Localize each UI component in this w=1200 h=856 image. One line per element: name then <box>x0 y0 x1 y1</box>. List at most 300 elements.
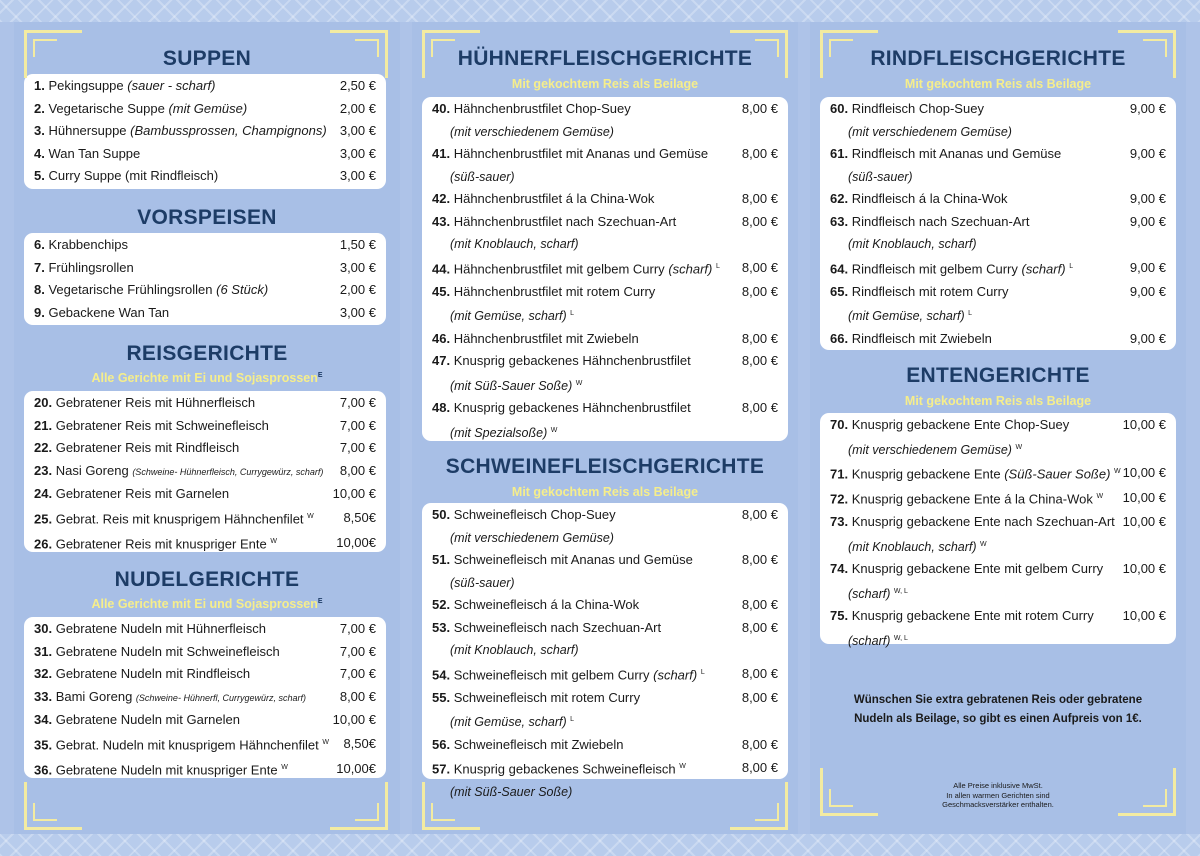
item-title: Schweinefleisch mit rotem Curry <box>453 689 641 705</box>
item-number: 20. <box>34 395 53 410</box>
item-title: Bami Goreng <box>55 688 133 704</box>
item-number: 30. <box>34 621 53 636</box>
item-description <box>432 572 778 594</box>
item-name <box>830 143 1122 166</box>
item-name <box>34 165 332 188</box>
item-price: 7,00 € <box>339 395 376 410</box>
item-price: 2,00 € <box>339 100 376 116</box>
item-description-text: (mit Süß-Sauer Soße) <box>450 785 573 800</box>
item-title: Wan Tan Suppe <box>48 145 141 161</box>
item-price: 9,00 € <box>1129 191 1166 206</box>
allergen-mark: W <box>575 379 583 387</box>
menu-list-nudel <box>34 618 376 782</box>
menu-item <box>34 483 376 506</box>
item-title: Vegetarische Suppe <box>48 100 165 116</box>
menu-item <box>34 531 376 556</box>
section-title-reis: REISGERICHTE <box>126 342 288 365</box>
price-footnote: Alle Preise inklusive MwSt. In allen warmen Gerichten sind Geschmacksverstärker enthalten. <box>942 781 1054 809</box>
item-price: 10,00 € <box>1122 608 1166 624</box>
menu-list-rind <box>830 98 1166 350</box>
menu-item <box>830 98 1166 121</box>
item-price: 9,00 € <box>1129 146 1166 161</box>
section-box-huhn <box>422 97 788 441</box>
allergen-mark: W <box>679 763 686 771</box>
menu-item <box>34 257 376 280</box>
item-name <box>34 460 332 484</box>
item-name <box>34 641 332 664</box>
item-title: Knusprig gebackene Ente <box>851 466 1001 482</box>
item-description-text: (mit verschiedenem Gemüse) <box>450 530 614 545</box>
item-description-text: (mit Knoblauch, scharf) <box>848 539 977 554</box>
item-number: 45. <box>432 283 451 299</box>
item-title: Rindfleisch á la China-Wok <box>851 191 1008 206</box>
item-name <box>432 143 734 166</box>
item-number: 56. <box>432 736 451 752</box>
menu-item <box>432 734 778 757</box>
allergen-mark: W <box>322 738 329 746</box>
allergen-mark: L <box>1069 262 1074 270</box>
menu-list-ente <box>830 414 1166 652</box>
item-description-text: (mit verschiedenem Gemüse) <box>450 124 614 139</box>
item-number: 41. <box>432 146 451 161</box>
item-title: Frühlingsrollen <box>48 259 134 275</box>
item-number: 36. <box>34 762 53 778</box>
item-title: Knusprig gebackene Ente nach Szechuan-Art <box>851 514 1115 529</box>
item-number: 31. <box>34 643 53 659</box>
item-price: 8,00 € <box>741 191 778 206</box>
item-title: Gebratener Reis mit Hühnerfleisch <box>55 395 256 410</box>
item-price: 8,50€ <box>343 510 376 526</box>
item-name <box>432 281 734 304</box>
item-number: 34. <box>34 712 53 728</box>
menu-item <box>34 641 376 664</box>
item-number: 64. <box>830 260 849 276</box>
item-note: (Bambussprossen, Champignons) <box>130 123 327 139</box>
item-price: 7,00 € <box>339 440 376 456</box>
item-description <box>432 781 778 803</box>
menu-list-vorspeisen <box>34 234 376 324</box>
item-title: Pekingsuppe <box>48 78 124 93</box>
item-description <box>432 373 778 398</box>
item-price: 8,00 € <box>741 101 778 116</box>
menu-item <box>34 415 376 438</box>
item-name <box>432 188 734 211</box>
item-name <box>830 328 1122 351</box>
allergen-mark: W, L <box>893 587 908 595</box>
item-description-text: (mit Süß-Sauer Soße) <box>450 379 573 394</box>
item-number: 63. <box>830 213 849 229</box>
item-title: Nasi Goreng <box>55 462 129 478</box>
menu-item <box>34 686 376 710</box>
item-number: 57. <box>432 761 451 777</box>
corner-ornament <box>730 30 788 78</box>
item-price: 8,00 € <box>339 463 376 479</box>
section-title-nudel: NUDELGERICHTE <box>114 568 300 591</box>
item-price: 9,00 € <box>1129 283 1166 299</box>
item-description <box>830 121 1166 143</box>
item-price: 10,00 € <box>1122 561 1166 577</box>
item-number: 71. <box>830 466 849 482</box>
item-title: Schweinefleisch á la China-Wok <box>453 597 640 612</box>
allergen-mark: E <box>317 371 323 379</box>
menu-item <box>830 461 1166 486</box>
item-number: 6. <box>34 237 45 252</box>
section-title-huhn: HÜHNERFLEISCHGERICHTE <box>457 47 753 70</box>
allergen-mark: W, L <box>893 634 908 642</box>
item-number: 60. <box>830 101 849 116</box>
item-price: 8,00 € <box>741 760 778 776</box>
item-number: 24. <box>34 486 53 502</box>
item-note: (scharf) <box>653 666 698 682</box>
menu-item <box>830 188 1166 211</box>
section-subtitle-schwein: Mit gekochtem Reis als Beilage <box>511 485 699 499</box>
corner-ornament <box>24 782 82 830</box>
item-description-text: (scharf) <box>848 586 891 601</box>
corner-ornament <box>730 782 788 830</box>
item-name <box>432 211 734 234</box>
item-description <box>432 420 778 445</box>
item-description <box>830 581 1166 606</box>
item-title: Rindfleisch mit rotem Curry <box>851 283 1009 299</box>
item-name <box>34 279 332 302</box>
item-price: 10,00€ <box>336 535 376 551</box>
corner-ornament <box>330 30 388 78</box>
menu-item <box>432 98 778 121</box>
item-name <box>432 549 734 572</box>
item-title: Hähnchenbrustfilet á la China-Wok <box>453 191 655 206</box>
menu-item <box>432 281 778 304</box>
menu-item <box>830 328 1166 351</box>
menu-item <box>34 732 376 757</box>
item-title: Rindfleisch nach Szechuan-Art <box>851 213 1030 229</box>
menu-item <box>830 414 1166 437</box>
menu-item <box>432 504 778 527</box>
item-title: Hähnchenbrustfilet mit Ananas und Gemüse <box>453 146 709 161</box>
item-title: Gebratene Nudeln mit knuspriger Ente <box>55 762 278 778</box>
item-note: (scharf) <box>668 260 713 276</box>
item-name <box>34 618 332 641</box>
item-name <box>34 415 332 438</box>
menu-item <box>432 617 778 640</box>
item-title: Gebratene Nudeln mit Rindfleisch <box>55 666 251 682</box>
item-description-text: (mit Knoblauch, scharf) <box>848 237 977 252</box>
item-name <box>34 709 332 732</box>
item-name <box>34 663 332 686</box>
item-title: Knusprig gebackene Ente Chop-Suey <box>851 417 1070 432</box>
menu-item <box>830 511 1166 534</box>
item-title: Schweinefleisch mit gelbem Curry <box>453 666 650 682</box>
item-price: 9,00 € <box>1129 330 1166 346</box>
item-name <box>830 605 1122 628</box>
item-title: Vegetarische Frühlingsrollen <box>48 282 213 298</box>
menu-list-reis <box>34 392 376 556</box>
item-description-text: (süß-sauer) <box>848 169 913 184</box>
menu-item <box>34 302 376 325</box>
item-name <box>830 511 1122 534</box>
item-number: 35. <box>34 737 53 753</box>
item-price: 3,00 € <box>339 168 376 184</box>
item-title: Schweinefleisch mit Ananas und Gemüse <box>453 552 693 567</box>
item-description-text: (mit verschiedenem Gemüse) <box>848 442 1012 457</box>
item-description-text: (scharf) <box>848 634 891 649</box>
menu-item <box>34 663 376 686</box>
item-description-text: (mit Gemüse, scharf) <box>450 715 567 730</box>
item-number: 25. <box>34 511 53 527</box>
item-title: Gebratene Nudeln mit Hühnerfleisch <box>55 621 266 636</box>
menu-item <box>432 687 778 710</box>
item-title: Hühnersuppe <box>48 123 127 139</box>
item-name <box>830 256 1122 281</box>
item-description <box>432 639 778 661</box>
item-description-text: (süß-sauer) <box>450 169 515 184</box>
menu-item <box>432 211 778 234</box>
corner-ornament <box>1118 30 1176 78</box>
item-name <box>830 98 1122 121</box>
item-title: Knusprig gebackene Ente á la China-Wok <box>851 491 1093 507</box>
item-number: 3. <box>34 123 45 139</box>
item-number: 72. <box>830 491 849 507</box>
item-number: 61. <box>830 146 849 161</box>
item-price: 8,00 € <box>741 400 778 416</box>
item-title: Knusprig gebackene Ente mit gelbem Curry <box>851 561 1104 577</box>
menu-item <box>34 143 376 166</box>
item-description-text: (mit Gemüse, scharf) <box>848 309 965 324</box>
item-price: 3,00 € <box>339 123 376 139</box>
menu-item <box>432 256 778 281</box>
menu-item <box>830 558 1166 581</box>
section-subtitle-reis: Alle Gerichte mit Ei und Sojasprossen$^E$ <box>91 371 323 385</box>
item-name <box>432 98 734 121</box>
section-title-ente: ENTENGERICHTE <box>906 364 1090 387</box>
item-title: Gebratener Reis mit Schweinefleisch <box>55 417 269 433</box>
allergen-mark: W <box>307 512 314 520</box>
item-number: 2. <box>34 100 45 116</box>
item-price: 9,00 € <box>1129 213 1166 229</box>
item-number: 7. <box>34 259 45 275</box>
item-number: 66. <box>830 330 849 346</box>
item-name <box>432 328 734 351</box>
menu-item <box>830 605 1166 628</box>
item-name <box>34 98 332 121</box>
item-title: Rindfleisch mit Zwiebeln <box>851 330 992 346</box>
menu-item <box>830 143 1166 166</box>
allergen-mark: W <box>1096 493 1104 501</box>
item-price: 8,00 € <box>741 146 778 161</box>
item-title: Knusprig gebackene Ente mit rotem Curry <box>851 608 1094 624</box>
menu-item <box>34 279 376 302</box>
item-number: 52. <box>432 597 451 612</box>
item-name <box>432 756 734 781</box>
item-number: 42. <box>432 191 451 206</box>
allergen-mark: W <box>1114 468 1121 476</box>
item-price: 10,00 € <box>1122 417 1166 432</box>
item-number: 62. <box>830 191 849 206</box>
item-price: 8,00 € <box>741 597 778 612</box>
item-note: (Süß-Sauer Soße) <box>1004 466 1111 482</box>
item-name <box>830 211 1122 234</box>
item-number: 65. <box>830 283 849 299</box>
allergen-mark: L <box>716 262 720 270</box>
section-box-schwein <box>422 503 788 800</box>
item-name <box>830 486 1122 511</box>
item-number: 40. <box>432 101 451 116</box>
allergen-mark: W <box>980 540 987 548</box>
item-title: Hähnchenbrustfilet Chop-Suey <box>453 101 631 116</box>
item-price: 8,00 € <box>741 619 778 635</box>
item-description-text: (mit Knoblauch, scharf) <box>450 237 579 252</box>
menu-item <box>432 756 778 781</box>
item-price: 7,00 € <box>339 621 376 636</box>
menu-item <box>34 757 376 782</box>
item-description-text: (süß-sauer) <box>450 575 515 590</box>
item-name <box>34 302 332 325</box>
item-number: 22. <box>34 440 53 456</box>
item-name <box>34 506 332 531</box>
item-price: 8,00 € <box>741 213 778 229</box>
item-name <box>34 75 332 98</box>
item-number: 23. <box>34 462 53 478</box>
item-note: (mit Gemüse) <box>168 100 248 116</box>
menu-item <box>830 486 1166 511</box>
item-number: 46. <box>432 330 451 346</box>
item-number: 50. <box>432 507 451 522</box>
item-title: Schweinefleisch nach Szechuan-Art <box>453 619 662 635</box>
item-description <box>432 709 778 734</box>
menu-item <box>830 281 1166 304</box>
item-title: Krabbenchips <box>48 237 128 252</box>
item-name <box>432 734 734 757</box>
item-price: 10,00 € <box>1122 514 1166 529</box>
item-title: Rindfleisch mit gelbem Curry <box>851 260 1018 276</box>
item-description-text: (mit Knoblauch, scharf) <box>450 643 579 658</box>
item-name <box>432 594 734 617</box>
corner-ornament <box>330 782 388 830</box>
section-box-suppen <box>24 74 386 189</box>
item-number: 43. <box>432 213 451 229</box>
item-name <box>830 414 1122 437</box>
corner-ornament <box>820 768 878 816</box>
item-price: 10,00€ <box>336 761 376 777</box>
menu-item <box>34 75 376 98</box>
menu-list-huhn <box>432 98 778 445</box>
allergen-mark: W <box>1015 443 1023 451</box>
item-name <box>34 120 332 143</box>
item-title: Gebratener Reis mit Rindfleisch <box>55 440 240 456</box>
item-number: 5. <box>34 168 45 184</box>
item-description <box>432 121 778 143</box>
menu-item <box>34 618 376 641</box>
item-description-text: (mit Gemüse, scharf) <box>450 309 567 324</box>
item-description <box>432 233 778 255</box>
item-description <box>830 233 1166 255</box>
section-title-suppen: SUPPEN <box>162 47 252 70</box>
item-title: Knusprig gebackenes Hähnchenbrustfilet <box>453 400 691 416</box>
menu-item <box>432 350 778 373</box>
item-price: 8,00 € <box>741 259 778 275</box>
allergen-mark: L <box>570 716 575 724</box>
item-number: 70. <box>830 417 849 432</box>
item-name <box>34 234 332 257</box>
item-title: Hähnchenbrustfilet mit gelbem Curry <box>453 260 665 276</box>
item-name <box>432 397 734 420</box>
item-name <box>432 504 734 527</box>
item-number: 48. <box>432 400 451 416</box>
item-name <box>830 461 1122 486</box>
item-name <box>34 392 332 415</box>
item-number: 54. <box>432 666 451 682</box>
allergen-mark: W <box>270 537 277 545</box>
item-title: Hähnchenbrustfilet mit rotem Curry <box>453 283 656 299</box>
item-name <box>432 256 734 281</box>
item-price: 3,00 € <box>339 304 376 320</box>
item-title: Gebratene Nudeln mit Schweinefleisch <box>55 643 280 659</box>
item-name <box>830 558 1122 581</box>
item-name <box>34 437 332 460</box>
item-price: 8,00 € <box>741 507 778 522</box>
item-title: Hähnchenbrustfilet mit Zwiebeln <box>453 330 639 346</box>
item-price: 2,00 € <box>339 282 376 298</box>
menu-item <box>432 662 778 687</box>
item-price: 7,00 € <box>339 643 376 659</box>
item-number: 9. <box>34 304 45 320</box>
item-price: 8,00 € <box>741 552 778 567</box>
item-price: 10,00 € <box>1122 490 1166 506</box>
menu-item <box>34 392 376 415</box>
item-title: Knusprig gebackenes Schweinefleisch <box>453 761 676 777</box>
corner-ornament <box>1118 768 1176 816</box>
item-number: 47. <box>432 353 451 369</box>
item-name <box>830 188 1122 211</box>
item-name <box>34 257 332 280</box>
bottom-pattern-border <box>0 834 1200 856</box>
item-price: 10,00 € <box>1122 465 1166 481</box>
item-price: 8,00 € <box>741 330 778 346</box>
menu-item <box>830 256 1166 281</box>
corner-ornament <box>422 30 480 78</box>
menu-item <box>432 549 778 572</box>
item-price: 9,00 € <box>1129 259 1166 275</box>
item-note: (6 Stück) <box>216 282 269 298</box>
item-title: Curry Suppe (mit Rindfleisch) <box>48 168 219 184</box>
menu-list-suppen <box>34 75 376 188</box>
item-description <box>432 303 778 328</box>
menu-item <box>34 120 376 143</box>
item-price: 8,00 € <box>741 353 778 369</box>
item-title: Knusprig gebackenes Hähnchenbrustfilet <box>453 353 691 369</box>
item-title: Rindfleisch Chop-Suey <box>851 101 984 116</box>
item-name <box>432 662 734 687</box>
item-number: 51. <box>432 552 451 567</box>
item-title: Rindfleisch mit Ananas und Gemüse <box>851 146 1062 161</box>
item-number: 53. <box>432 619 451 635</box>
item-description <box>830 628 1166 653</box>
item-title: Gebratener Reis mit Garnelen <box>55 486 230 502</box>
item-price: 3,00 € <box>339 145 376 161</box>
menu-item <box>34 165 376 188</box>
item-name <box>34 686 332 710</box>
item-number: 75. <box>830 608 849 624</box>
item-number: 1. <box>34 78 45 93</box>
section-box-rind <box>820 97 1176 350</box>
item-name <box>432 350 734 373</box>
top-pattern-border <box>0 0 1200 22</box>
section-subtitle-huhn: Mit gekochtem Reis als Beilage <box>511 77 699 91</box>
item-price: 7,00 € <box>339 666 376 682</box>
menu-item <box>432 594 778 617</box>
allergen-mark: W <box>281 763 288 771</box>
item-description-text: (mit Spezialsoße) <box>450 426 548 441</box>
menu-item <box>34 709 376 732</box>
